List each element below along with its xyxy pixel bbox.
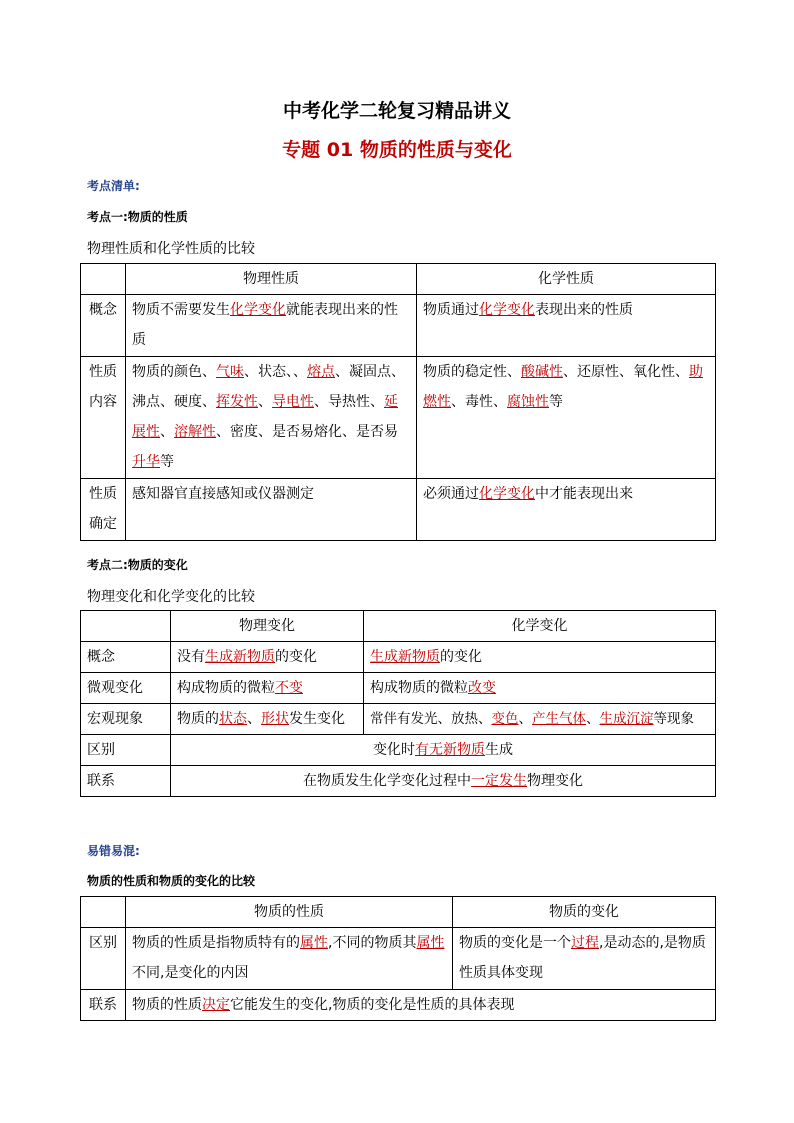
point2-caption: 物理变化和化学变化的比较 — [87, 589, 255, 605]
row-label-difference: 区别 — [81, 735, 171, 766]
table-cell-empty — [81, 611, 171, 642]
table-header-row — [81, 264, 716, 295]
cell-change-difference: 物质的变化是一个过程,是动态的,是物质性质具体变现 — [453, 928, 716, 990]
table-cell-empty — [81, 264, 126, 295]
table-row-concept — [81, 295, 716, 357]
table-header-row — [81, 897, 716, 928]
table-row-difference — [81, 928, 716, 990]
cell-physical-micro: 构成物质的微粒不变 — [171, 673, 364, 704]
column-header-physical-property: 物理性质 — [126, 264, 417, 295]
cell-chemical-content: 物质的稳定性、酸碱性、还原性、氧化性、助燃性、毒性、腐蚀性等 — [417, 357, 716, 479]
table-row-macro — [81, 704, 716, 735]
compare-heading: 物质的性质和物质的变化的比较 — [87, 874, 256, 888]
cell-relation: 在物质发生化学变化过程中一定发生物理变化 — [171, 766, 716, 797]
section-checklist-label: 考点清单: — [87, 179, 140, 193]
document-title: 中考化学二轮复习精品讲义 — [282, 100, 511, 122]
cell-chemical-concept: 生成新物质的变化 — [364, 642, 716, 673]
table-row-relation — [81, 990, 716, 1021]
cell-physical-determine: 感知器官直接感知或仪器测定 — [126, 479, 417, 541]
column-header-change: 物质的变化 — [453, 897, 716, 928]
column-header-physical-change: 物理变化 — [171, 611, 364, 642]
point2-heading: 考点二:物质的变化 — [87, 558, 188, 572]
table-cell-empty — [81, 897, 126, 928]
table-row-micro — [81, 673, 716, 704]
cell-physical-content: 物质的颜色、气味、状态、、熔点、凝固点、沸点、硬度、挥发性、导电性、导热性、延展性、溶解性、密度、是否易熔化、是否易升华等 — [126, 357, 417, 479]
section-errors-label: 易错易混: — [87, 844, 140, 858]
point1-caption: 物理性质和化学性质的比较 — [87, 241, 255, 257]
row-label-determine: 性质确定 — [81, 479, 126, 541]
cell-physical-concept: 物质不需要发生化学变化就能表现出来的性质 — [126, 295, 417, 357]
cell-chemical-macro: 常伴有发光、放热、变色、产生气体、生成沉淀等现象 — [364, 704, 716, 735]
cell-property-difference: 物质的性质是指物质特有的属性,不同的物质其属性不同,是变化的内因 — [126, 928, 453, 990]
point1-heading: 考点一:物质的性质 — [87, 210, 188, 224]
row-label-relation: 联系 — [81, 990, 126, 1021]
row-label-micro: 微观变化 — [81, 673, 171, 704]
table-row-content — [81, 357, 716, 479]
table-row-determine — [81, 479, 716, 541]
row-label-content: 性质内容 — [81, 357, 126, 479]
cell-physical-concept: 没有生成新物质的变化 — [171, 642, 364, 673]
cell-difference: 变化时有无新物质生成 — [171, 735, 716, 766]
cell-chemical-determine: 必须通过化学变化中才能表现出来 — [417, 479, 716, 541]
property-vs-change-table — [80, 896, 716, 1021]
table-row-concept — [81, 642, 716, 673]
row-label-concept: 概念 — [81, 642, 171, 673]
row-label-relation: 联系 — [81, 766, 171, 797]
change-comparison-table — [80, 610, 716, 797]
cell-physical-macro: 物质的状态、形状发生变化 — [171, 704, 364, 735]
table-row-relation — [81, 766, 716, 797]
cell-relation: 物质的性质决定它能发生的变化,物质的变化是性质的具体表现 — [126, 990, 716, 1021]
row-label-macro: 宏观现象 — [81, 704, 171, 735]
cell-chemical-micro: 构成物质的微粒改变 — [364, 673, 716, 704]
property-comparison-table — [80, 263, 716, 541]
column-header-chemical-change: 化学变化 — [364, 611, 716, 642]
row-label-concept: 概念 — [81, 295, 126, 357]
table-header-row — [81, 611, 716, 642]
document-subtitle: 专题 01 物质的性质与变化 — [282, 139, 512, 161]
column-header-chemical-property: 化学性质 — [417, 264, 716, 295]
row-label-difference: 区别 — [81, 928, 126, 990]
table-row-difference — [81, 735, 716, 766]
cell-chemical-concept: 物质通过化学变化表现出来的性质 — [417, 295, 716, 357]
column-header-property: 物质的性质 — [126, 897, 453, 928]
